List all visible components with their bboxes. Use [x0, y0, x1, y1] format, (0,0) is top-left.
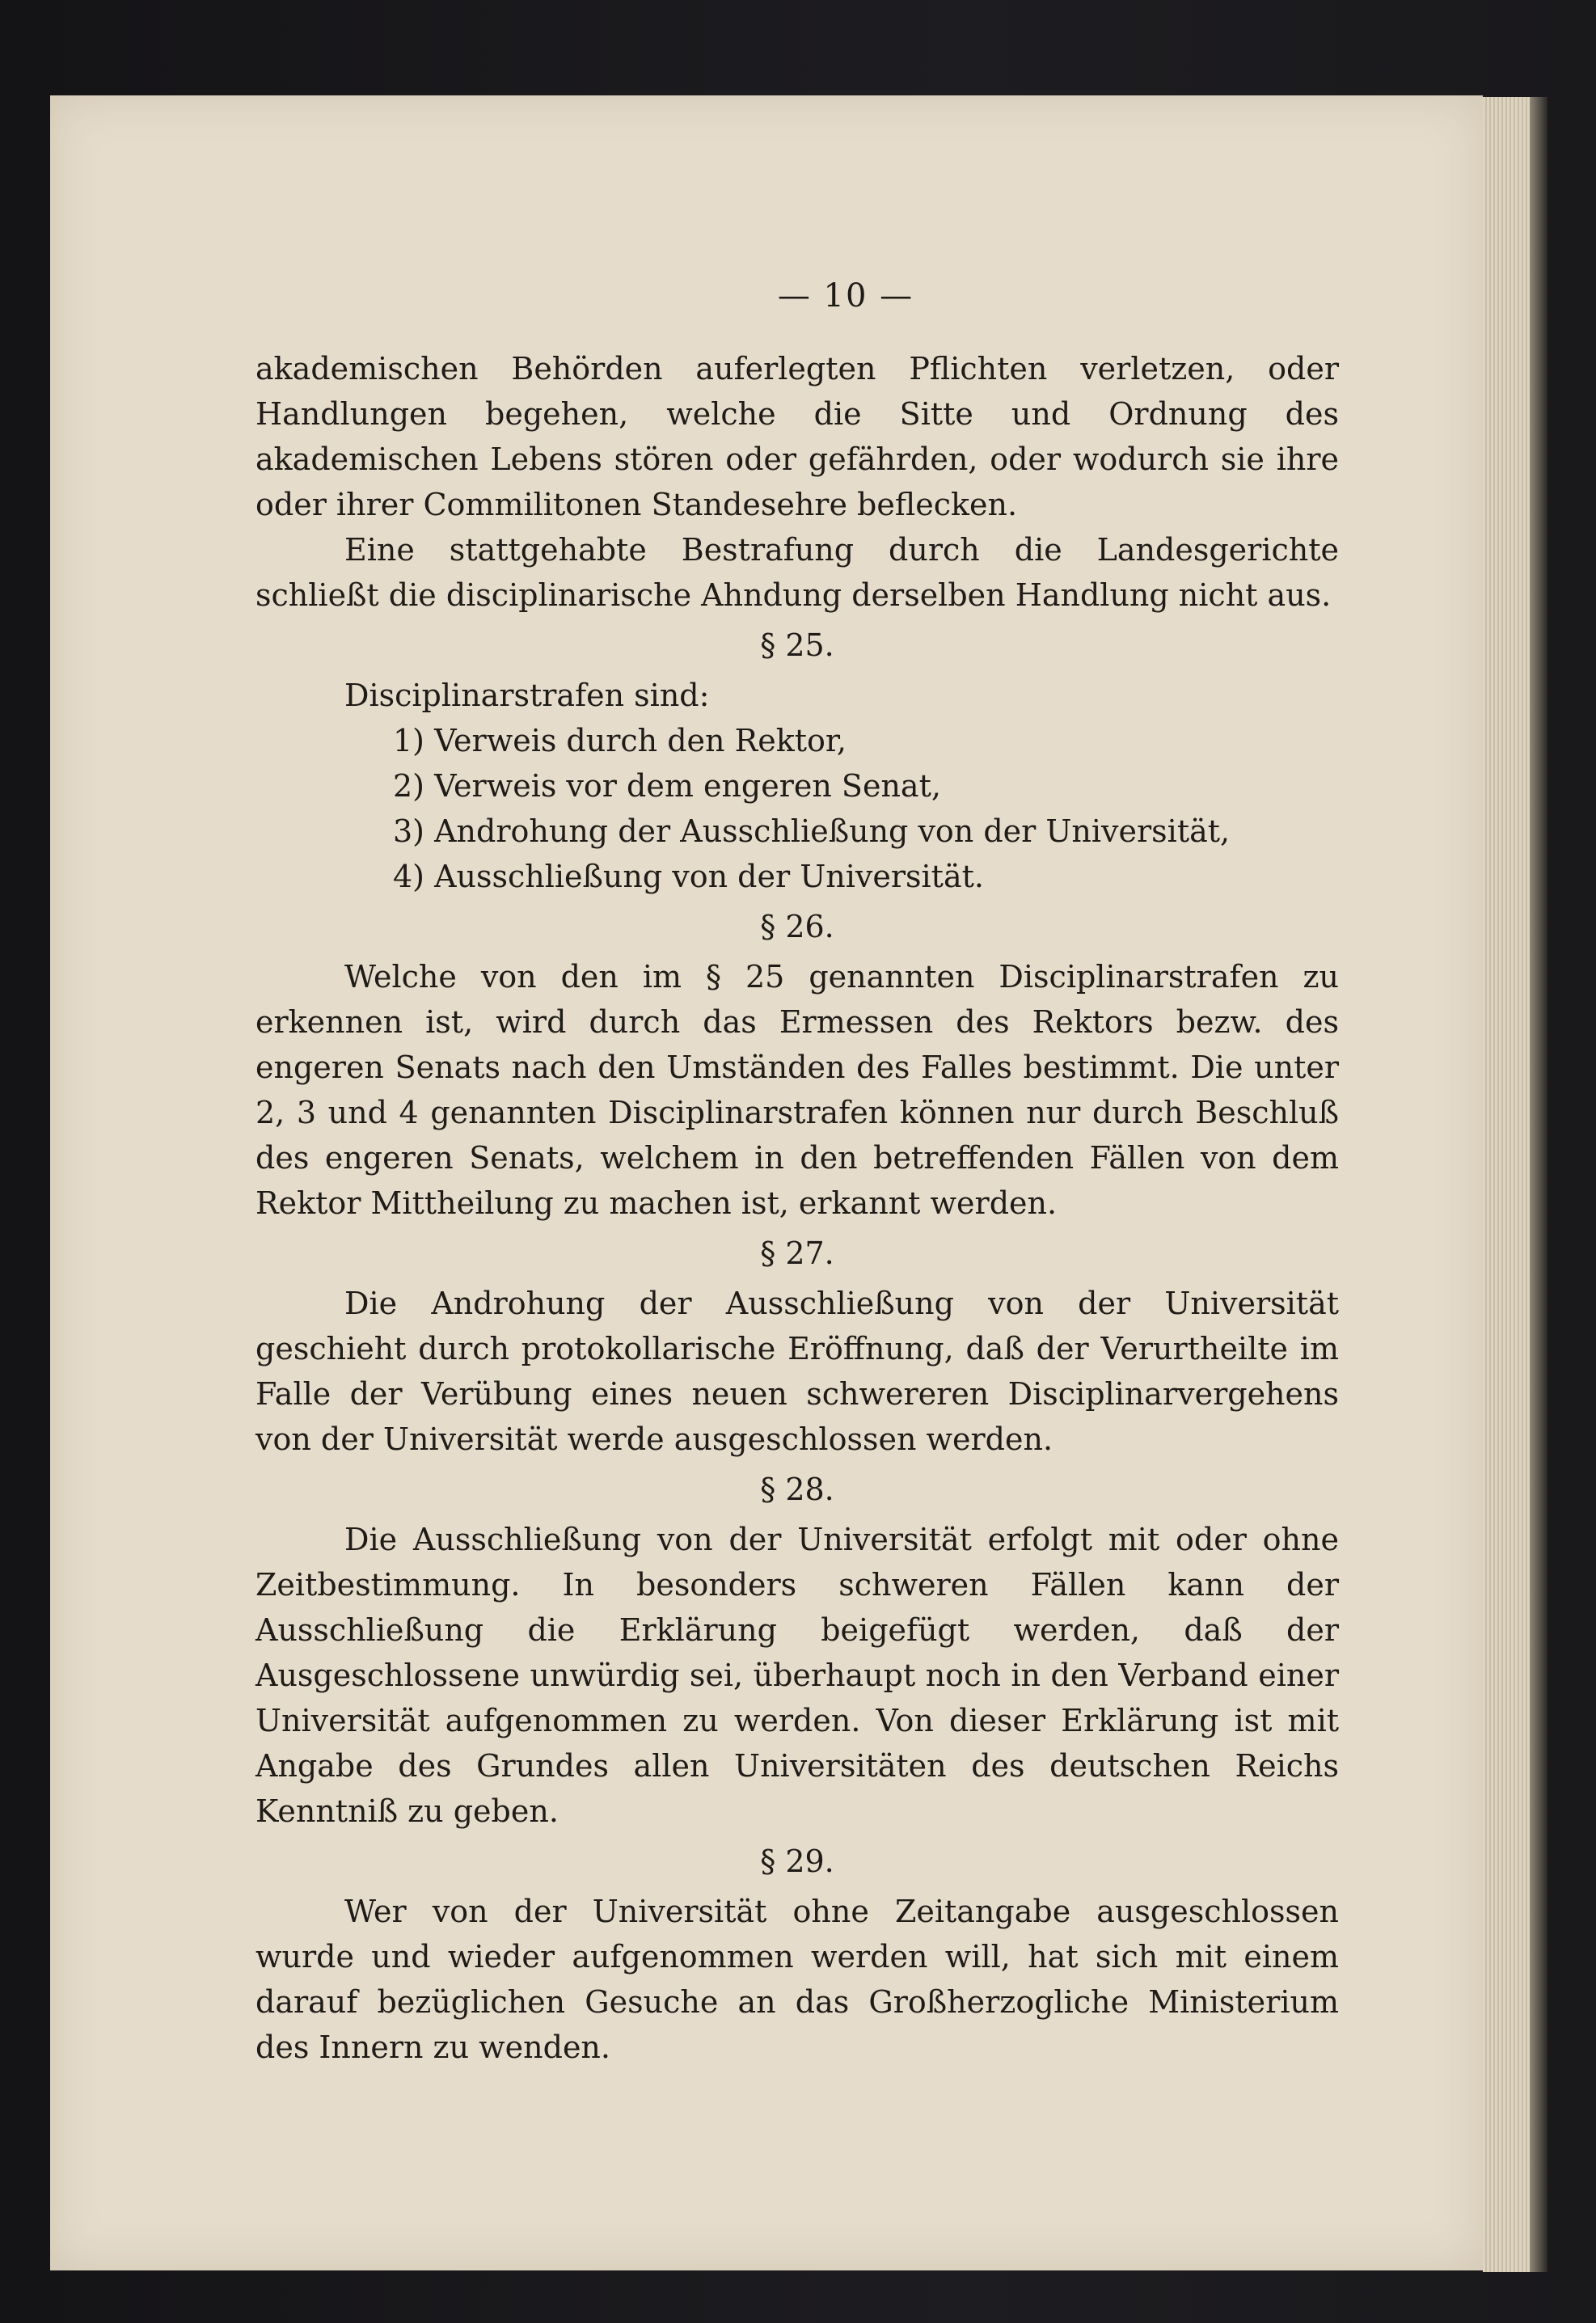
section-26-text: Welche von den im § 25 genannten Disciplinarstrafen zu erkennen ist, wird durch das Ermessen des Rektors bezw. des engeren Senats nach den Umständen des Falles bestimmt. Die unter 2, 3 und 4 genannten Disciplinarstrafen können nur durch Beschluß des engeren Senats, welchem in den betreffenden Fällen von dem Rektor Mittheilung zu machen ist, erkannt werden.	[255, 959, 1339, 1221]
section-29-text: Wer von der Universität ohne Zeitangabe ausgeschlossen wurde und wieder aufgenommen werden will, hat sich mit einem darauf bezüglichen Gesuche an das Großherzogliche Ministerium des Innern zu wenden.	[255, 1894, 1339, 2065]
section-27-text: Die Androhung der Ausschließung von der Universität geschieht durch protokollarische Eröffnung, daß der Verurtheilte im Falle der Verübung eines neuen schwereren Disciplinarvergehens von der Universität werde ausgeschlossen werden.	[255, 1286, 1339, 1457]
page-text	[255, 273, 1339, 2070]
book-page-edges	[1483, 97, 1530, 2272]
section-28-text: Die Ausschließung von der Universität erfolgt mit oder ohne Zeitbestimmung. In besonders schweren Fällen kann der Ausschließung die Erklärung beigefügt werden, daß der Ausgeschlossene unwürdig sei, überhaupt noch in den Verband einer Universität aufgenommen zu werden. Von dieser Erklärung ist mit Angabe des Grundes allen Universitäten des deutschen Reichs Kenntniß zu geben.	[255, 1522, 1339, 1829]
book-spine-shadow	[1530, 97, 1547, 2272]
paragraph-continuation: akademischen Behörden auferlegten Pflichten verletzen, oder Handlungen begehen, welche die Sitte und Ordnung des akademischen Lebens stören oder gefährden, oder wodurch sie ihre oder ihrer Commilitonen Standesehre beflecken.	[255, 351, 1339, 522]
section-heading-26: § 26.	[760, 909, 834, 944]
section-heading-27: § 27.	[760, 1235, 834, 1271]
section-heading-25: § 25.	[760, 627, 834, 663]
list-item: 1) Verweis durch den Rektor,	[393, 723, 847, 758]
section-heading-29: § 29.	[760, 1844, 834, 1879]
list-item: 3) Androhung der Ausschließung von der Universität,	[393, 813, 1231, 849]
penalty-list	[255, 718, 1339, 899]
section-25-intro: Disciplinarstrafen sind:	[344, 678, 710, 713]
section-heading-28: § 28.	[760, 1472, 834, 1507]
paragraph-eine: Eine stattgehabte Bestrafung durch die Landesgerichte schließt die disciplinarische Ahndung derselben Handlung nicht aus.	[255, 532, 1339, 613]
page-number: — 10 —	[777, 277, 914, 315]
list-item: 4) Ausschließung von der Universität.	[393, 859, 984, 894]
list-item: 2) Verweis vor dem engeren Senat,	[393, 768, 941, 804]
